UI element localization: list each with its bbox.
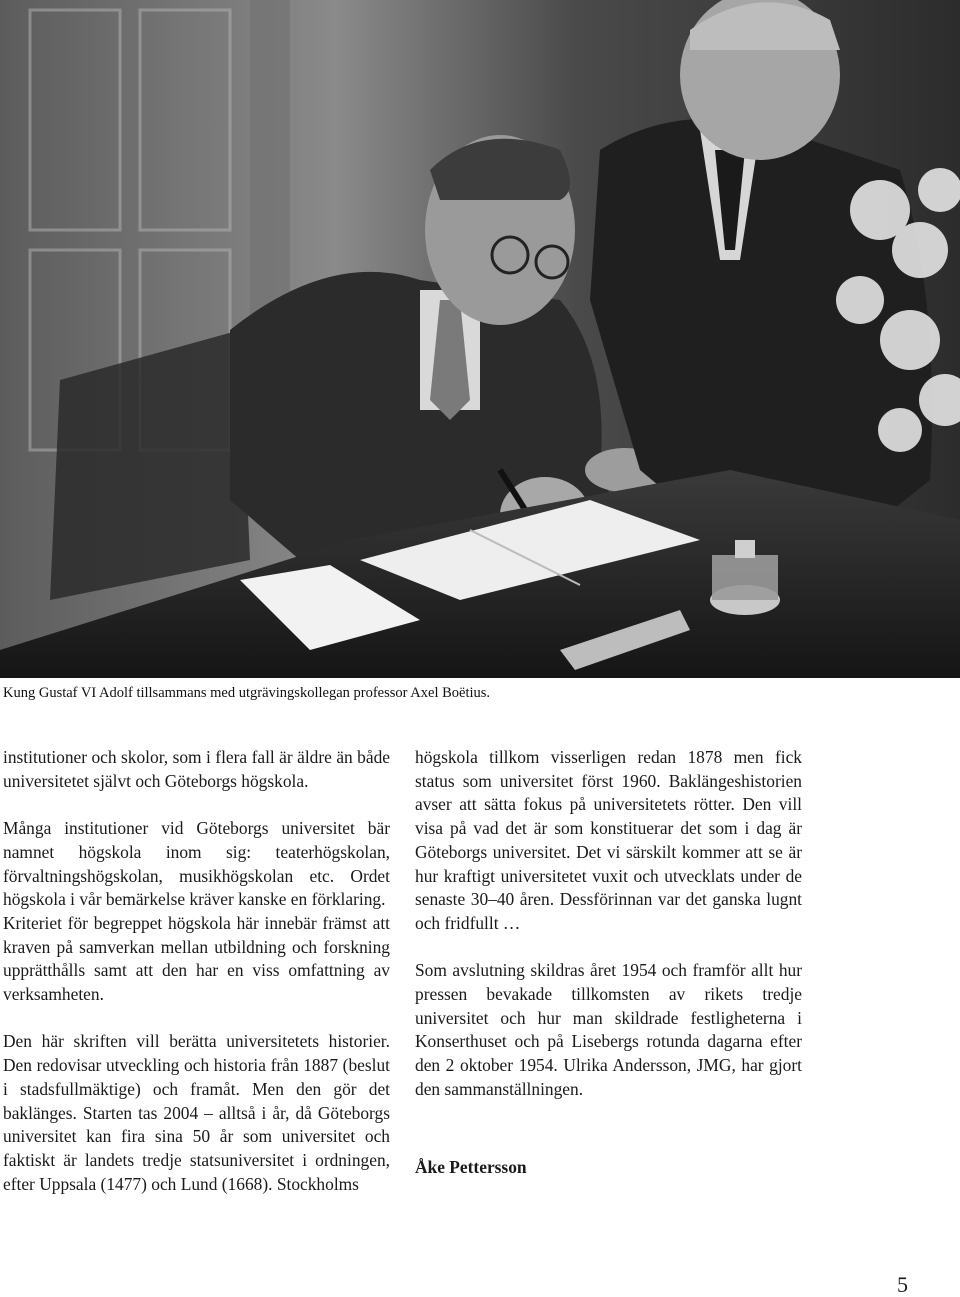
paragraph: Kriteriet för begreppet högskola här innebär främst att kraven på samverkan mellan utbildning och forskning upprätthålls samt att den har en viss omfattning av verksamheten. (3, 912, 390, 1005)
paragraph: högskola tillkom visserligen redan 1878 men fick status som universitet först 1960. Baklängeshistorien avser att sätta fokus på universitetets rötter. Den vill visa på vad det är som konstituerar det som i dag är Göteborgs universitet. Det vi särskilt kommer att se är hur kraftigt universitetet vuxit och utvecklats under de senaste 30–40 åren. Dessförinnan var det ganska lugnt och fridfullt … (415, 747, 802, 933)
photo-caption: Kung Gustaf VI Adolf tillsammans med utgrävingskollegan professor Axel Boëtius. (3, 685, 491, 701)
paragraph: institutioner och skolor, som i flera fall är äldre än både universitetet självt och Göteborgs högskola. (3, 747, 390, 791)
right-text-column (415, 746, 802, 1102)
paragraph: Många institutioner vid Göteborgs universitet bär namnet högskola inom sig: teaterhögskolan, förvaltningshögskolan, musikhögskolan etc. Ordet högskola i vår bemärkelse kräver kanske en förklaring. (3, 818, 390, 910)
author-signature: Åke Pettersson (415, 1157, 527, 1177)
paragraph: Den här skriften vill berätta universitetets historier. Den redovisar utveckling och historia från 1887 (beslut i stadsfullmäktige) och framåt. Men den gör det baklänges. Starten tas 2004 – alltså i år, då Göteborgs universitet kan fira sina 50 år som universitet och faktiskt är landets tredje statsuniversitet i ordningen, efter Uppsala (1477) och Lund (1668). Stockholms (3, 1031, 390, 1194)
paragraph: Som avslutning skildras året 1954 och framför allt hur pressen bevakade tillkomsten av rikets tredje universitet och hur man skildrade festligheterna i Konserthuset och på Lisebergs rotunda dagarna efter den 2 oktober 1954. Ulrika Andersson, JMG, har gjort den sammanställningen. (415, 960, 802, 1099)
page-number: 5 (897, 1272, 908, 1297)
left-text-column (3, 746, 390, 1196)
